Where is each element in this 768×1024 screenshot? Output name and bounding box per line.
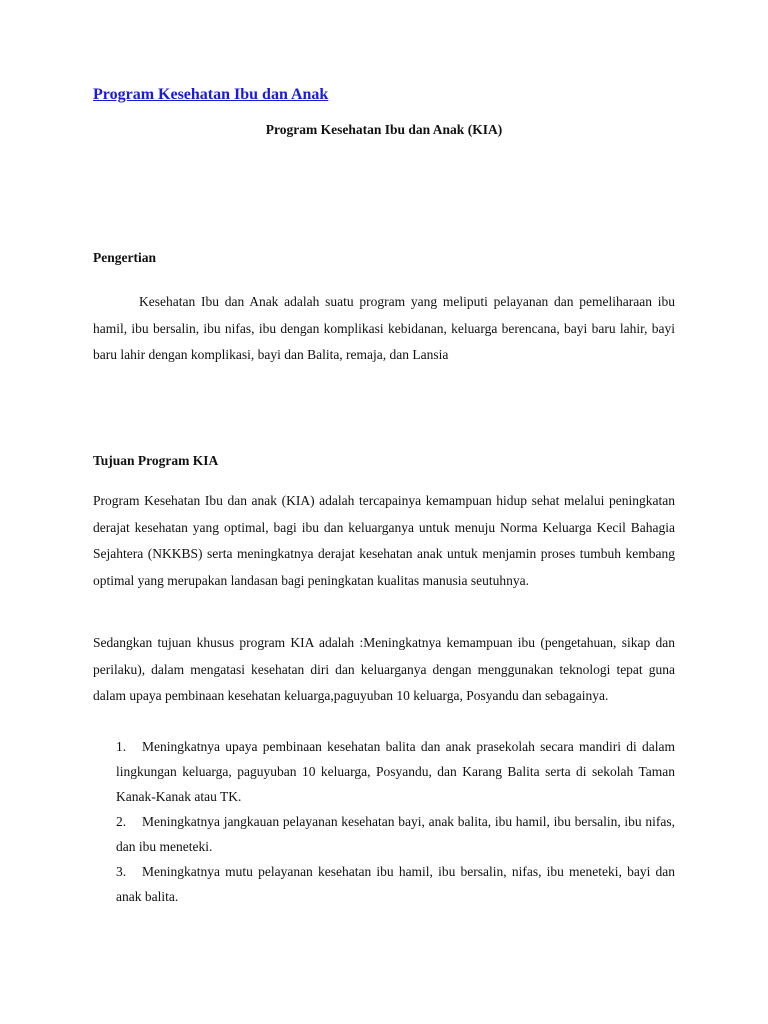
section-heading-pengertian: Pengertian [93,250,156,265]
paragraph-pengertian: Kesehatan Ibu dan Anak adalah suatu program yang meliputi pelayanan dan pemeliharaan ibu hamil, ibu bersalin, ibu nifas, ibu dengan komplikasi kebidanan, keluarga berencana, bayi baru lahir, bayi baru lahir dengan komplikasi, bayi dan Balita, remaja, dan Lansia [93,294,675,362]
main-title: Program Kesehatan Ibu dan Anak (KIA) [265,122,503,137]
section-heading-tujuan: Tujuan Program KIA [93,453,219,468]
list-item [116,809,675,859]
document-title-link[interactable]: Program Kesehatan Ibu dan Anak [93,86,329,103]
numbered-list [116,734,675,909]
list-item-text: Meningkatnya mutu pelayanan kesehatan ibu hamil, ibu bersalin, nifas, ibu meneteki, bayi dan anak balita. [116,864,675,904]
list-item [116,859,675,909]
paragraph-tujuan-umum: Program Kesehatan Ibu dan anak (KIA) adalah tercapainya kemampuan hidup sehat melalui peningkatan derajat kesehatan yang optimal, bagi ibu dan keluarganya untuk menuju Norma Keluarga Kecil Bahagia Sejahtera (NKKBS) serta meningkatnya derajat kesehatan anak untuk menjamin proses tumbuh kembang optimal yang merupakan landasan bagi peningkatan kualitas manusia seutuhnya. [93,493,675,588]
list-item-number: 3. [116,864,127,879]
list-item-text: Meningkatnya jangkauan pelayanan kesehatan bayi, anak balita, ibu hamil, ibu bersalin, ibu nifas, dan ibu meneteki. [116,814,675,854]
list-item-number: 1. [116,739,127,754]
list-item-text: Meningkatnya upaya pembinaan kesehatan balita dan anak prasekolah secara mandiri di dalam lingkungan keluarga, paguyuban 10 keluarga, Posyandu, dan Karang Balita serta di sekolah Taman Kanak-Kanak atau TK. [116,739,675,804]
list-item [116,734,675,809]
paragraph-tujuan-khusus: Sedangkan tujuan khusus program KIA adalah :Meningkatnya kemampuan ibu (pengetahuan, sikap dan perilaku), dalam mengatasi kesehatan diri dan keluarganya dengan menggunakan teknologi tepat guna dalam upaya pembinaan kesehatan keluarga,paguyuban 10 keluarga, Posyandu dan sebagainya. [93,635,675,703]
list-item-number: 2. [116,814,127,829]
